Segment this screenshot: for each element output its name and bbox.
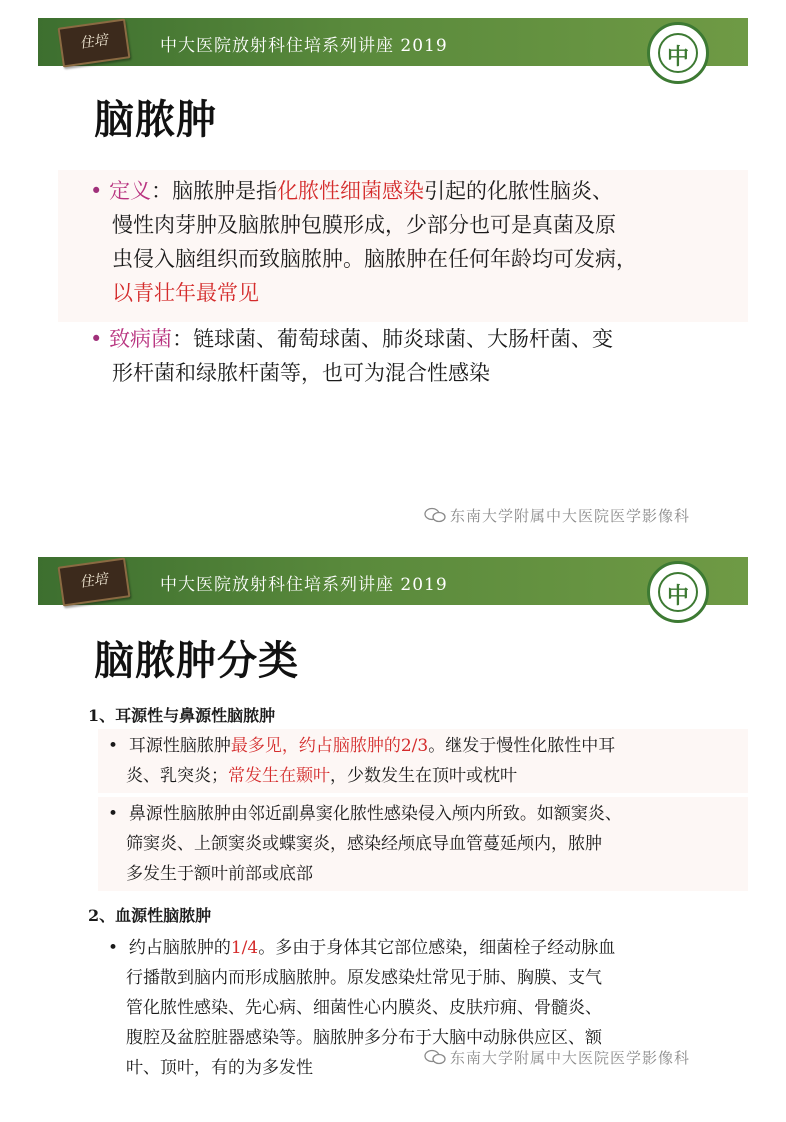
definition-line-4: 以青壮年最常见 xyxy=(112,281,259,305)
watermark xyxy=(424,1047,690,1069)
watermark xyxy=(424,505,690,527)
slide-banner xyxy=(38,18,748,66)
hematogenous-text-b: 。多由于身体其它部位感染，细菌栓子经动脉血 xyxy=(258,938,616,958)
definition-line-3: 虫侵入脑组织而致脑脓肿。脑脓肿在任何年龄均可发病， xyxy=(112,247,637,271)
pathogen-colon: ： xyxy=(172,327,194,351)
bullet-dot: • xyxy=(108,804,129,824)
otogenic-highlight-b: 常发生在颞叶 xyxy=(228,766,330,786)
hematogenous-line-4: 腹腔及盆腔脏器感染等。脑脓肿多分布于大脑中动脉供应区、额 xyxy=(126,1028,602,1048)
rhinogenic-line-3: 多发生于额叶前部或底部 xyxy=(126,864,313,884)
otogenic-line2-c: ，少数发生在顶叶或枕叶 xyxy=(330,766,517,786)
badge-text: 住培 xyxy=(78,32,109,52)
seal-inner-ring xyxy=(658,572,698,612)
bullet-dot: • xyxy=(108,938,129,958)
slide-heading: 脑脓肿 xyxy=(94,97,217,143)
otogenic-line2-a: 炎、乳突炎； xyxy=(126,766,228,786)
watermark-text: 东南大学附属中大医院医学影像科 xyxy=(450,507,691,525)
hematogenous-text-a: 约占脑脓肿的 xyxy=(128,938,231,958)
wechat-icon xyxy=(424,1049,446,1069)
bullet-dot: • xyxy=(90,179,110,203)
pathogen-text-1: 链球菌、葡萄球菌、肺炎球菌、大肠杆菌、变 xyxy=(193,327,614,351)
definition-label: 定义 xyxy=(109,179,152,203)
hospital-seal-logo xyxy=(647,561,709,623)
pathogen-label: 致病菌 xyxy=(109,327,173,351)
seal-inner-ring xyxy=(658,33,698,73)
wechat-icon xyxy=(424,507,446,527)
definition-colon: ： xyxy=(151,179,173,203)
definition-bullet xyxy=(90,174,740,310)
slide-1 xyxy=(38,18,748,538)
training-badge xyxy=(58,557,131,606)
hematogenous-line-2: 行播散到脑内而形成脑脓肿。原发感染灶常见于肺、胸膜、支气 xyxy=(126,968,602,988)
section-1-title: 1、耳源性与鼻源性脑脓肿 xyxy=(88,706,276,725)
badge-text: 住培 xyxy=(78,571,109,591)
watermark-text: 东南大学附属中大医院医学影像科 xyxy=(450,1049,691,1067)
definition-text-b: 引起的化脓性脑炎、 xyxy=(424,179,614,203)
section-2-title: 2、血源性脑脓肿 xyxy=(88,906,212,925)
otogenic-text-a: 耳源性脑脓肿 xyxy=(128,736,231,756)
banner-title: 中大医院放射科住培系列讲座 2019 xyxy=(160,575,448,595)
rhinogenic-line-2: 筛窦炎、上颌窦炎或蝶窦炎，感染经颅底导血管蔓延颅内，脓肿 xyxy=(126,834,602,854)
bullet-dot: • xyxy=(90,327,110,351)
seal-character: 中 xyxy=(666,44,689,70)
banner-title: 中大医院放射科住培系列讲座 2019 xyxy=(160,36,448,56)
definition-highlight: 化脓性细菌感染 xyxy=(277,179,425,203)
hematogenous-line-5: 叶、顶叶，有的为多发性 xyxy=(126,1058,313,1078)
definition-line-2: 慢性肉芽肿及脑脓肿包膜形成，少部分也可是真菌及原 xyxy=(112,213,616,237)
slide-heading: 脑脓肿分类 xyxy=(94,638,299,684)
hematogenous-highlight: 1/4 xyxy=(230,938,259,958)
otogenic-text-b: 。继发于慢性化脓性中耳 xyxy=(428,736,616,756)
slide-2 xyxy=(38,557,748,1102)
rhinogenic-line-1: 鼻源性脑脓肿由邻近副鼻窦化脓性感染侵入颅内所致。如额窦炎、 xyxy=(128,804,622,824)
definition-text-a: 脑脓肿是指 xyxy=(172,179,278,203)
slide-banner xyxy=(38,557,748,605)
training-badge xyxy=(58,18,131,67)
pathogen-line-2: 形杆菌和绿脓杆菌等，也可为混合性感染 xyxy=(112,361,490,385)
hematogenous-line-3: 管化脓性感染、先心病、细菌性心内膜炎、皮肤疖痈、骨髓炎、 xyxy=(126,998,602,1018)
pathogen-bullet xyxy=(90,322,740,390)
seal-character: 中 xyxy=(666,583,689,609)
hospital-seal-logo xyxy=(647,22,709,84)
rhinogenic-item xyxy=(108,799,748,889)
otogenic-highlight-a: 最多见，约占脑脓肿的2/3 xyxy=(230,736,429,756)
bullet-dot: • xyxy=(108,736,129,756)
otogenic-item xyxy=(108,731,738,791)
